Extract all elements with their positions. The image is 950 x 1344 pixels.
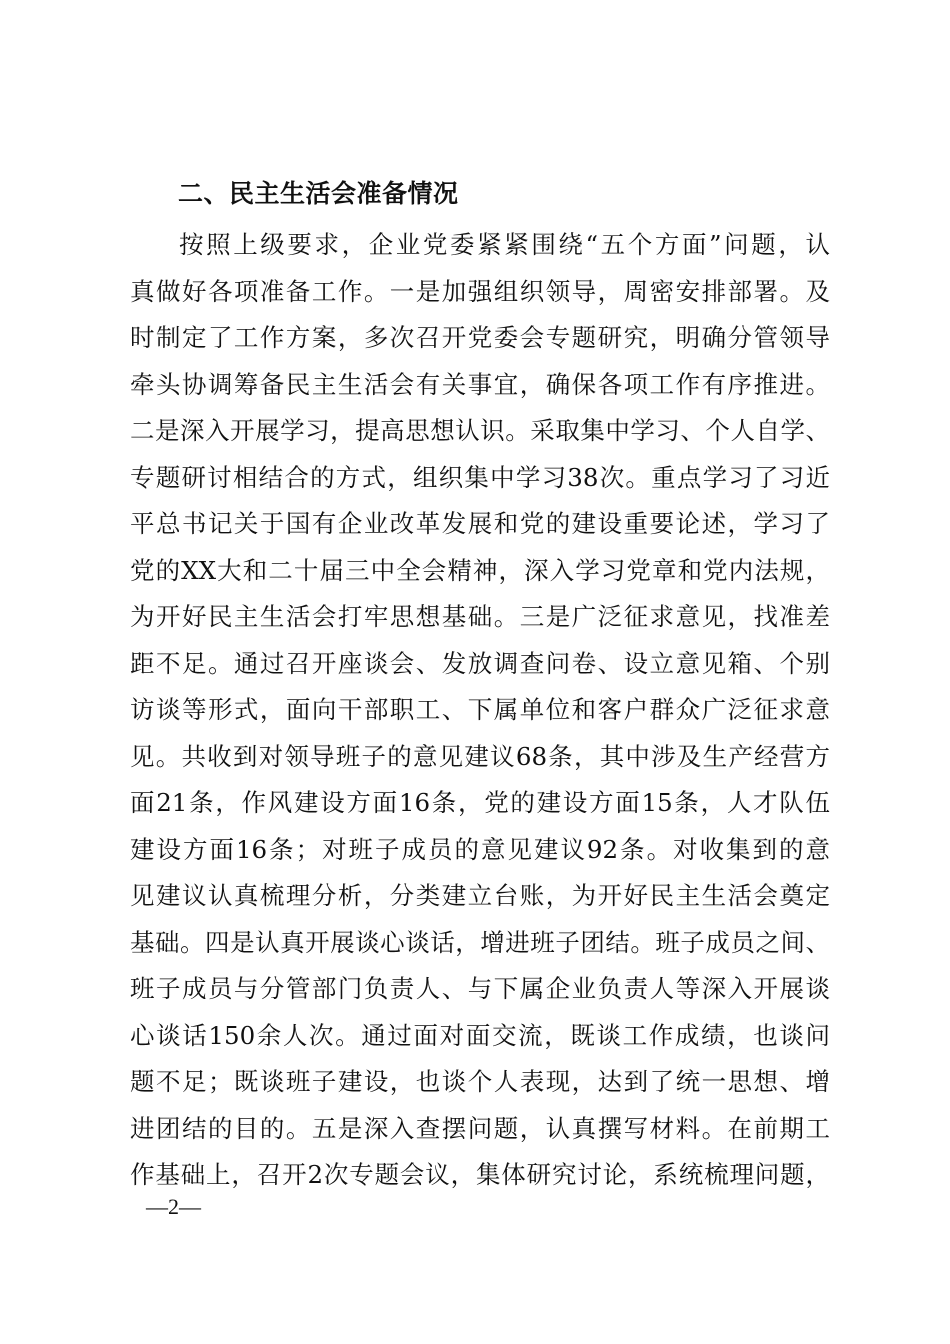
paragraph-line: 专题研讨相结合的方式，组织集中学习38次。重点学习了习近 — [130, 462, 830, 492]
paragraph-line: 面21条，作风建设方面16条，党的建设方面15条，人才队伍 — [130, 788, 830, 817]
paragraph-line: 基础。四是认真开展谈心谈话，增进班子团结。班子成员之间、 — [130, 927, 830, 957]
paragraph-line: 题不足；既谈班子建设，也谈个人表现，达到了统一思想、增 — [130, 1067, 830, 1096]
paragraph-line: 真做好各项准备工作。一是加强组织领导，周密安排部署。及 — [130, 276, 830, 306]
paragraph-line: 二是深入开展学习，提高思想认识。采取集中学习、个人自学、 — [130, 416, 830, 445]
page-number: —2— — [146, 1194, 201, 1219]
section-heading: 二、民主生活会准备情况 — [178, 179, 459, 208]
paragraph-line: 距不足。通过召开座谈会、发放调查问卷、设立意见箱、个别 — [130, 648, 830, 678]
paragraph-line: 作基础上，召开2次专题会议，集体研究讨论，系统梳理问题， — [130, 1160, 830, 1189]
paragraph-line: 见。共收到对领导班子的意见建议68条，其中涉及生产经营方 — [130, 741, 830, 771]
body-paragraph — [130, 222, 830, 1199]
paragraph-line: 时制定了工作方案，多次召开党委会专题研究，明确分管领导 — [130, 323, 830, 352]
paragraph-line: 访谈等形式，面向干部职工、下属单位和客户群众广泛征求意 — [130, 695, 830, 724]
paragraph-line: 按照上级要求，企业党委紧紧围绕“五个方面”问题，认 — [179, 230, 830, 259]
paragraph-line: 为开好民主生活会打牢思想基础。三是广泛征求意见，找准差 — [130, 602, 830, 631]
paragraph-line: 见建议认真梳理分析，分类建立台账，为开好民主生活会奠定 — [130, 881, 830, 910]
paragraph-line: 牵头协调筹备民主生活会有关事宜，确保各项工作有序推进。 — [130, 369, 830, 399]
paragraph-line: 班子成员与分管部门负责人、与下属企业负责人等深入开展谈 — [130, 974, 830, 1003]
paragraph-line: 党的XX大和二十届三中全会精神，深入学习党章和党内法规， — [130, 555, 830, 585]
paragraph-line: 进团结的目的。五是深入查摆问题，认真撰写材料。在前期工 — [130, 1113, 830, 1143]
paragraph-line: 建设方面16条；对班子成员的意见建议92条。对收集到的意 — [130, 834, 830, 864]
paragraph-line: 心谈话150余人次。通过面对面交流，既谈工作成绩，也谈问 — [130, 1020, 830, 1050]
paragraph-line: 平总书记关于国有企业改革发展和党的建设重要论述，学习了 — [130, 509, 830, 538]
